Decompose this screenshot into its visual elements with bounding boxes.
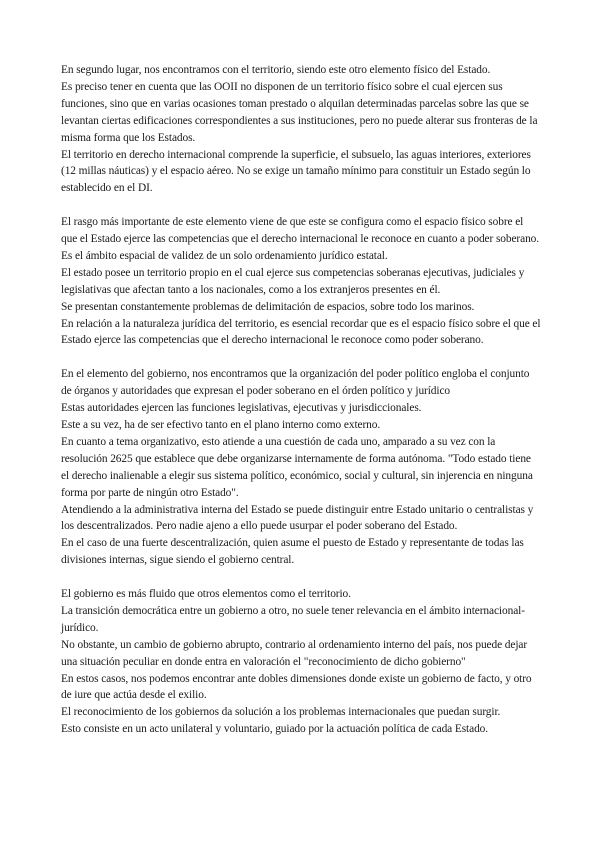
paragraph: Este a su vez, ha de ser efectivo tanto en el plano interno como externo. xyxy=(61,419,381,431)
paragraph: No obstante, un cambio de gobierno abrupto, contrario al ordenamiento interno del país, nos puede dejar una situación peculiar en donde entra en valoración el "reconocimiento de dicho gobierno" xyxy=(61,638,528,668)
section-gap xyxy=(61,569,541,586)
paragraph: En segundo lugar, nos encontramos con el territorio, siendo este otro elemento físico del Estado. xyxy=(61,64,491,76)
paragraph: Esto consiste en un acto unilateral y voluntario, guiado por la actuación política de cada Estado. xyxy=(61,723,489,736)
section-gobierno-fluido xyxy=(61,586,541,738)
paragraph: Es el ámbito espacial de validez de un solo ordenamiento jurídico estatal. xyxy=(61,249,388,262)
section-rasgo xyxy=(61,214,541,349)
paragraph: En estos casos, nos podemos encontrar ante dobles dimensiones donde existe un gobierno de facto, y otro de iure que actúa desde el exilio. xyxy=(61,672,532,702)
paragraph: Es preciso tener en cuenta que las OOII no disponen de un territorio físico sobre el cual ejercen sus funciones, sino que en varias ocasiones toman prestado o alquilan determinadas parcelas sobre las que se levantan ciertas edificaciones correspondientes a sus instituciones, pero no puede alterar sus fronteras de la misma forma que los Estados. xyxy=(61,80,538,144)
paragraph: En el elemento del gobierno, nos encontramos que la organización del poder político engloba el conjunto de órganos y autoridades que expresan el poder soberano en el órden político y jurídico xyxy=(61,368,530,398)
section-gap xyxy=(61,349,541,366)
paragraph: En cuanto a tema organizativo, esto atiende a una cuestión de cada uno, amparado a su vez con la resolución 2625 que establece que debe organizarse internamente de forma autónoma. "Todo estado tiene el derecho inalienable a elegir sus sistema político, económico, social y cultural, sin injerencia en ninguna forma por parte de ningún otro Estado". xyxy=(61,435,533,499)
document-body xyxy=(61,62,541,738)
paragraph: El reconocimiento de los gobiernos da solución a los problemas internacionales que puedan surgir. xyxy=(61,706,501,719)
section-gap xyxy=(61,197,541,214)
paragraph: En el caso de una fuerte descentralización, quien asume el puesto de Estado y representante de todas las divisiones internas, sigue siendo el gobierno central. xyxy=(61,537,524,567)
section-territorio xyxy=(61,62,541,197)
section-gobierno xyxy=(61,366,541,569)
paragraph: La transición democrática entre un gobierno a otro, no suele tener relevancia en el ámbito internacional-jurídico. xyxy=(61,604,525,634)
paragraph: Estas autoridades ejercen las funciones legislativas, ejecutivas y jurisdiccionales. xyxy=(61,402,422,415)
paragraph: En relación a la naturaleza jurídica del territorio, es esencial recordar que es el espacio físico sobre el que el Estado ejerce las competencias que el derecho internacional le reconoce como poder soberano. xyxy=(61,317,541,347)
paragraph: El territorio en derecho internacional comprende la superficie, el subsuelo, las aguas interiores, exteriores (12 millas náuticas) y el espacio aéreo. No se exige un tamaño mínimo para constituir un Estado según lo establecido en el DI. xyxy=(61,148,531,195)
paragraph: El gobierno es más fluido que otros elementos como el territorio. xyxy=(61,588,351,601)
paragraph: El rasgo más importante de este elemento viene de que este se configura como el espacio físico sobre el que el Estado ejerce las competencias que el derecho internacional le reconoce en cuanto a poder soberano. xyxy=(61,216,540,246)
paragraph: Atendiendo a la administrativa interna del Estado se puede distinguir entre Estado unitario o centralistas y los descentralizados. Pero nadie ajeno a ello puede usurpar el poder soberano del Estado. xyxy=(61,503,534,533)
paragraph: Se presentan constantemente problemas de delimitación de espacios, sobre todo los marinos. xyxy=(61,300,475,313)
paragraph: El estado posee un territorio propio en el cual ejerce sus competencias soberanas ejecutivas, judiciales y legislativas que afectan tanto a los nacionales, como a los extranjeros presentes en él. xyxy=(61,266,525,296)
